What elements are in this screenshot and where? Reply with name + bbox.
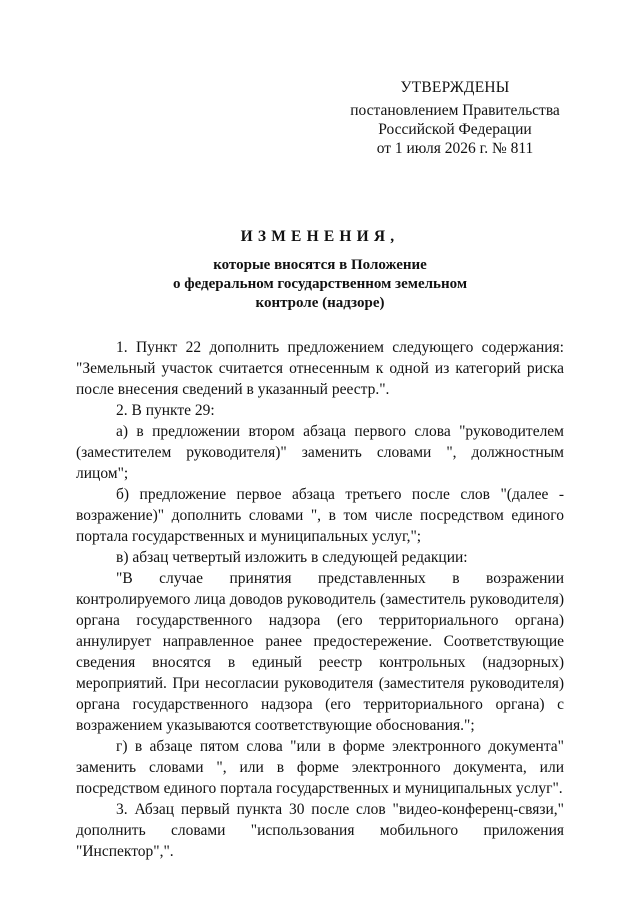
document-title bbox=[0, 228, 640, 313]
title-sub-1: которые вносятся в Положение bbox=[213, 257, 427, 273]
paragraph-3: 3. Абзац первый пункта 30 после слов "видео-конференц-связи," дополнить словами "использования мобильного приложения "Инспектор",". bbox=[76, 801, 564, 860]
paragraph-2: 2. В пункте 29: bbox=[116, 402, 215, 419]
approval-heading: УТВЕРЖДЕНЫ bbox=[400, 79, 510, 96]
paragraph-quote: "В случае принятия представленных в возражении контролируемого лица доводов руководитель (заместитель руководителя) органа государственного надзора (его территориального органа) аннулирует направленное ранее предостережение. Соответствующие сведения вносятся в единый реестр контрольных (надзорных) мероприятий. При несогласии руководителя (заместителя руководителя) органа государственного надзора (его территориального органа) с возражением указываются соответствующие обоснования."; bbox=[76, 570, 564, 734]
approval-line-2: Российской Федерации bbox=[378, 121, 532, 138]
document-body bbox=[76, 337, 564, 862]
title-sub-3: контроле (надзоре) bbox=[255, 295, 385, 311]
paragraph-2g: г) в абзаце пятом слова "или в форме электронного документа" заменить словами ", или в форме электронного документа, или посредством единого портала государственных и муниципальных услуг". bbox=[76, 738, 564, 797]
paragraph-2a: а) в предложении втором абзаца первого слова "руководителем (заместителем руководителя)" заменить словами ", должностным лицом"; bbox=[76, 423, 564, 482]
approval-line-3: от 1 июля 2026 г. № 811 bbox=[376, 140, 534, 157]
paragraph-2b: б) предложение первое абзаца третьего после слов "(далее - возражение)" дополнить словами ", в том числе посредством единого портала государственных и муниципальных услуг,"; bbox=[76, 486, 564, 545]
title-main: ИЗМЕНЕНИЯ, bbox=[240, 228, 400, 245]
approval-stamp bbox=[345, 78, 565, 158]
paragraph-1: 1. Пункт 22 дополнить предложением следующего содержания: "Земельный участок считается отнесенным к одной из категорий риска после внесения сведений в указанный реестр.". bbox=[76, 339, 564, 398]
paragraph-2v: в) абзац четвертый изложить в следующей редакции: bbox=[116, 549, 468, 566]
title-sub-2: о федеральном государственном земельном bbox=[172, 276, 468, 292]
approval-line-1: постановлением Правительства bbox=[350, 102, 560, 119]
